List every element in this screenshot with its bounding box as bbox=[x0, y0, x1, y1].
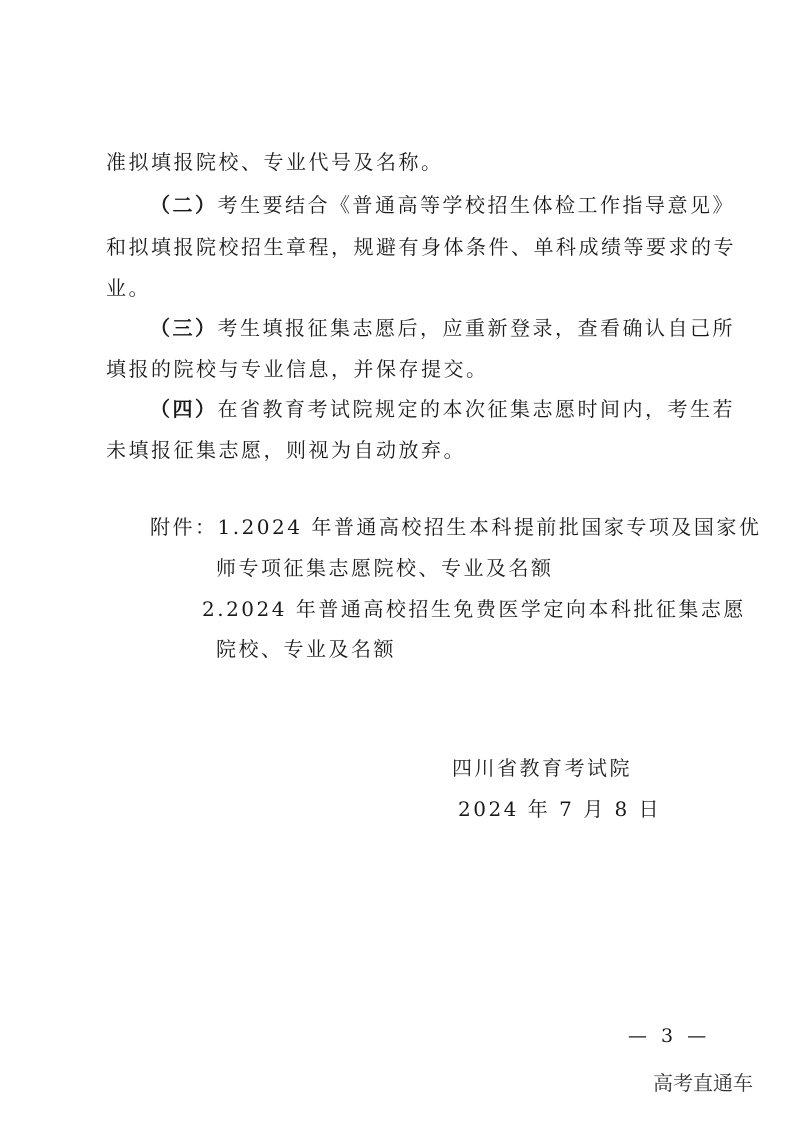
item-2-text: 考生要结合《普通高等学校招生体检工作指导意见》 bbox=[217, 193, 735, 217]
item-4-text: 在省教育考试院规定的本次征集志愿时间内，考生若 bbox=[217, 397, 735, 421]
item-3-text: 考生填报征集志愿后，应重新登录，查看确认自己所 bbox=[217, 316, 735, 340]
item-4-line-1 bbox=[150, 397, 735, 421]
attachment-label: 附件： bbox=[150, 515, 218, 539]
signature-date: 2024 年 7 月 8 日 bbox=[458, 797, 662, 821]
item-2-line-1 bbox=[150, 193, 735, 217]
attachment-2-line-1: 2.2024 年普通高校招生免费医学定向本科批征集志愿 bbox=[202, 597, 746, 621]
item-3-line-1 bbox=[150, 316, 735, 340]
paragraph-line: 准拟填报院校、专业代号及名称。 bbox=[106, 150, 444, 174]
attachment-1-line-2: 师专项征集志愿院校、专业及名额 bbox=[216, 556, 554, 580]
attachment-2-line-2: 院校、专业及名额 bbox=[216, 637, 396, 661]
page-number: — 3 — bbox=[628, 1025, 711, 1047]
item-4-line-2: 未填报征集志愿，则视为自动放弃。 bbox=[106, 438, 466, 462]
item-4-label: （四） bbox=[150, 397, 218, 421]
attachment-line-1 bbox=[150, 515, 761, 539]
item-3-label: （三） bbox=[150, 316, 218, 340]
item-2-line-2: 和拟填报院校招生章程，规避有身体条件、单科成绩等要求的专 bbox=[106, 235, 736, 259]
item-2-line-3: 业。 bbox=[106, 276, 151, 300]
watermark-text: 高考直通车 bbox=[653, 1071, 753, 1095]
item-3-line-2: 填报的院校与专业信息，并保存提交。 bbox=[106, 357, 489, 381]
attachment-1-text: 1.2024 年普通高校招生本科提前批国家专项及国家优 bbox=[217, 515, 762, 539]
signature-org: 四川省教育考试院 bbox=[452, 756, 632, 780]
item-2-label: （二） bbox=[150, 193, 218, 217]
